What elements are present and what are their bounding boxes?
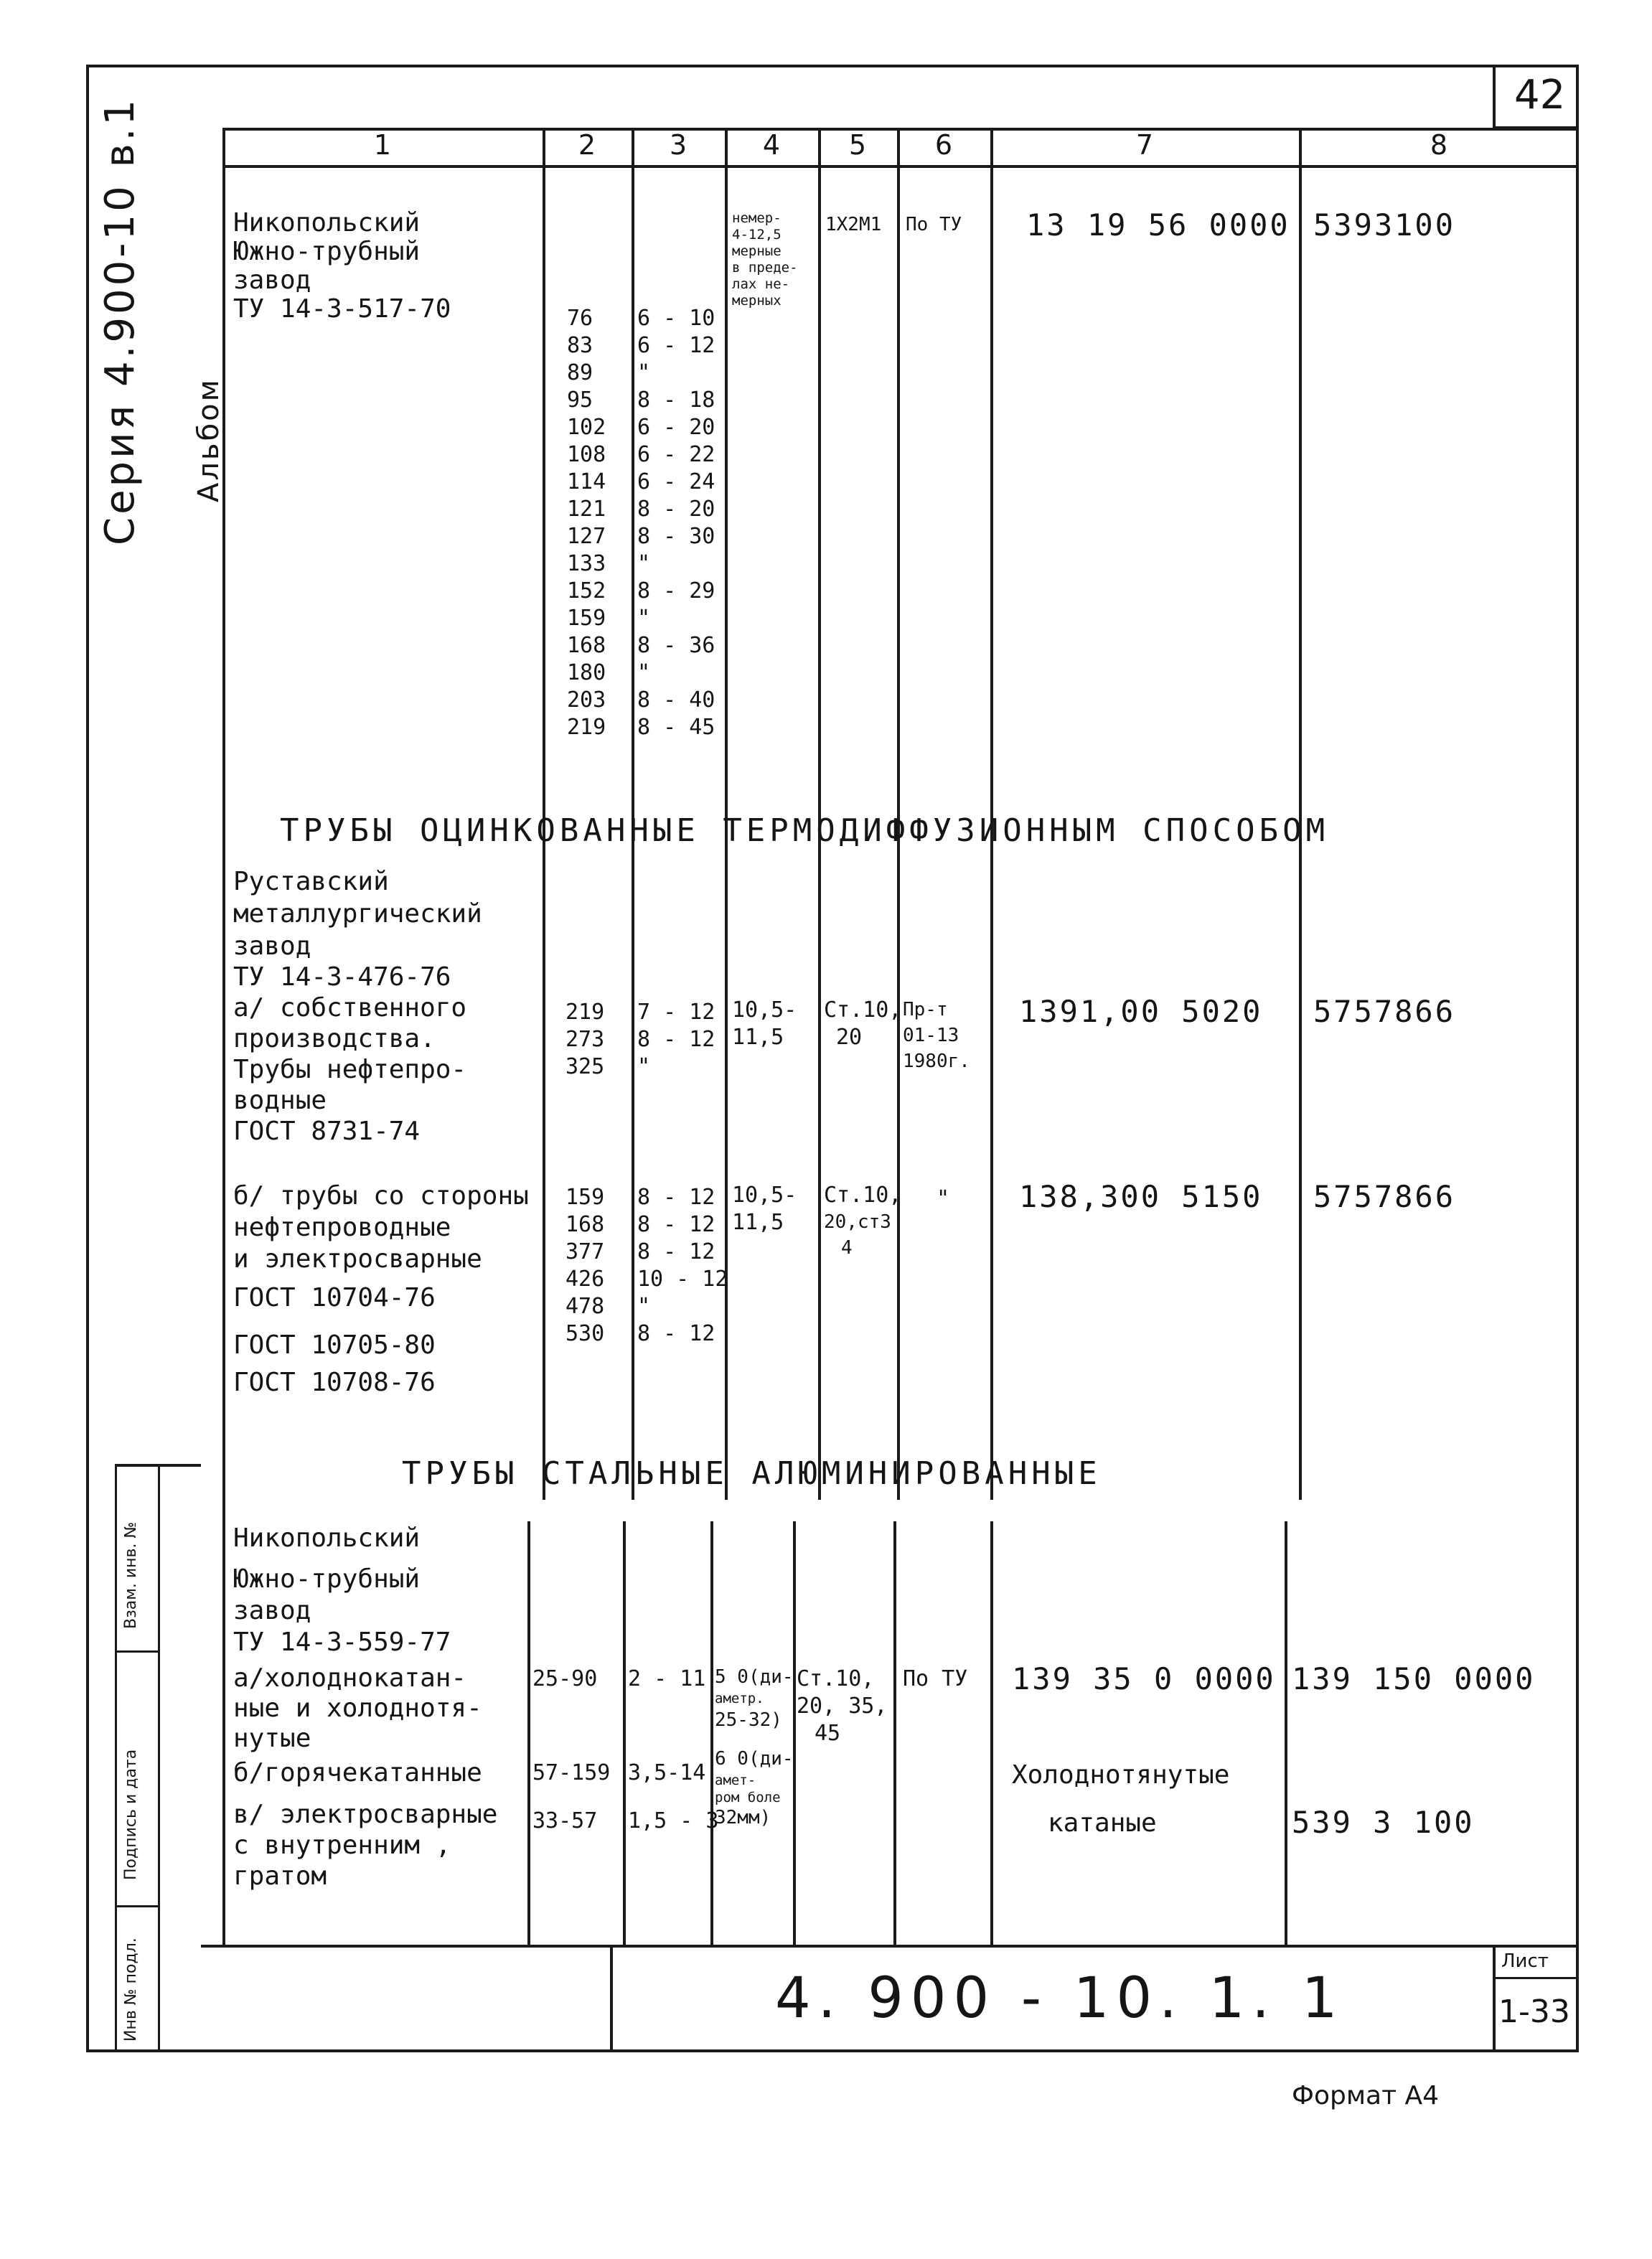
block3-wall-list bbox=[637, 1184, 728, 1348]
block3-diameter: 168 bbox=[565, 1212, 605, 1237]
block1-diameter: 121 bbox=[567, 497, 606, 522]
block1-length-line: в преде- bbox=[732, 260, 798, 276]
col-header-3: 3 bbox=[669, 129, 687, 161]
col-border-1 bbox=[222, 128, 225, 1945]
block1-length-line: мерных bbox=[732, 293, 782, 309]
block1-wall: 8 - 29 bbox=[637, 578, 715, 604]
block3-steel-line: 4 bbox=[841, 1237, 853, 1259]
series-label: Серия 4.900-10 в.1 bbox=[97, 97, 144, 545]
table-header-rule bbox=[222, 165, 1579, 168]
block2-code: 5757866 bbox=[1313, 994, 1456, 1029]
block3-name-line: и электросварные bbox=[233, 1244, 482, 1274]
block4-row-b-diameter: 57-159 bbox=[532, 1760, 611, 1785]
block4-row-a-length: 5 0(ди- bbox=[715, 1666, 794, 1688]
block2-wall: 8 - 12 bbox=[637, 1027, 715, 1052]
block1-diameter: 83 bbox=[567, 333, 593, 358]
block4-row-b-length: амет- bbox=[715, 1772, 756, 1788]
block2-diameter: 219 bbox=[565, 1000, 605, 1025]
block4-row-c-name: гратом bbox=[233, 1861, 327, 1891]
block4-row-a-length: 25-32) bbox=[715, 1709, 782, 1731]
block3-diameter-list bbox=[565, 1184, 604, 1348]
stamp-label-inv: Инв № подл. bbox=[122, 1938, 140, 2042]
block2-steel-line: 20 bbox=[836, 1025, 863, 1050]
block4-row-c-diameter: 33-57 bbox=[532, 1808, 598, 1833]
block1-wall: 6 - 10 bbox=[637, 306, 715, 331]
stamp-label-sign: Подпись и дата bbox=[122, 1749, 140, 1880]
block2-name-line: водные bbox=[233, 1086, 327, 1115]
format-label: Формат А4 bbox=[1292, 2081, 1440, 2110]
block1-diameter: 159 bbox=[567, 606, 606, 631]
block1-diameter: 89 bbox=[567, 360, 593, 385]
side-stamp-rule bbox=[115, 1905, 158, 1907]
block1-diameter-list bbox=[567, 305, 606, 741]
block4-row-b-note: Холоднотянутые bbox=[1012, 1760, 1230, 1790]
block2-diameter: 325 bbox=[565, 1054, 605, 1079]
block4-row-b-name: б/горячекатанные bbox=[233, 1758, 482, 1788]
block1-diameter: 127 bbox=[567, 524, 606, 549]
block1-length-line: 4-12,5 bbox=[732, 227, 782, 243]
block1-wall: 8 - 40 bbox=[637, 687, 715, 713]
block2-steel-line: Ст.10, bbox=[824, 997, 902, 1023]
sheet-label: Лист bbox=[1501, 1950, 1549, 1972]
block1-wall: 6 - 12 bbox=[637, 333, 715, 358]
stamp-label-replace: Взам. инв. № bbox=[122, 1521, 140, 1629]
block1-name-line: завод bbox=[233, 266, 311, 295]
block4-row-b-length: ром боле bbox=[715, 1790, 781, 1805]
block2-name-line: ГОСТ 8731-74 bbox=[233, 1117, 421, 1146]
col-header-8: 8 bbox=[1430, 129, 1448, 161]
lower-col-border-2 bbox=[527, 1521, 530, 1945]
block2-length-line: 11,5 bbox=[732, 1025, 784, 1050]
block3-diameter: 478 bbox=[565, 1294, 605, 1319]
col-header-2: 2 bbox=[578, 129, 596, 161]
col-header-6: 6 bbox=[934, 129, 953, 161]
block2-wall: 7 - 12 bbox=[637, 1000, 715, 1025]
section-title-aluminized: ТРУБЫ СТАЛЬНЫЕ АЛЮМИНИРОВАННЫЕ bbox=[402, 1455, 1102, 1492]
block4-row-c-name: с внутренним , bbox=[233, 1831, 451, 1860]
block4-row-a-code: 139 150 0000 bbox=[1292, 1661, 1536, 1696]
block3-code: 5757866 bbox=[1313, 1179, 1456, 1214]
block1-diameter: 133 bbox=[567, 551, 606, 576]
block4-row-a-wall: 2 - 11 bbox=[628, 1666, 706, 1691]
block2-wall: " bbox=[637, 1054, 651, 1079]
block1-wall: 8 - 30 bbox=[637, 524, 715, 549]
block4-row-b-wall: 3,5-14 bbox=[628, 1760, 706, 1785]
section-title-galvanized: ТРУБЫ ОЦИНКОВАННЫЕ ТЕРМОДИФФУЗИОННЫМ СПОСОБОМ bbox=[280, 812, 1330, 849]
block2-standard-line: 01-13 bbox=[903, 1025, 959, 1046]
block4-name-line: Южно-трубный bbox=[233, 1564, 421, 1594]
block4-row-c-code: 539 3 100 bbox=[1292, 1805, 1475, 1840]
document-code: 4. 900 - 10. 1. 1 bbox=[775, 1966, 1345, 2031]
block4-row-a-steel: Ст.10, bbox=[797, 1666, 875, 1691]
block1-standard: По ТУ bbox=[906, 214, 962, 235]
block1-wall-list bbox=[637, 305, 715, 741]
block1-steel: 1Х2М1 bbox=[825, 214, 882, 235]
side-stamp-divider bbox=[158, 1464, 160, 2052]
block1-wall: 6 - 24 bbox=[637, 469, 715, 494]
block3-length-line: 10,5- bbox=[732, 1183, 797, 1208]
block3-name-line: нефтепроводные bbox=[233, 1213, 451, 1242]
block1-wall: 8 - 20 bbox=[637, 497, 715, 522]
block3-diameter: 530 bbox=[565, 1321, 605, 1346]
block1-diameter: 102 bbox=[567, 415, 606, 440]
block2-length-line: 10,5- bbox=[732, 997, 797, 1023]
block1-length-line: немер- bbox=[732, 210, 782, 226]
block4-row-a-code-okp: 139 35 0 0000 bbox=[1012, 1661, 1276, 1696]
block3-wall: " bbox=[637, 1294, 651, 1319]
block1-wall: 8 - 36 bbox=[637, 633, 715, 658]
sheet-box-divider bbox=[1493, 1977, 1579, 1979]
block3-diameter: 426 bbox=[565, 1267, 605, 1292]
block3-diameter: 159 bbox=[565, 1185, 605, 1210]
page-number: 42 bbox=[1514, 72, 1566, 118]
block3-steel-line: Ст.10, bbox=[824, 1183, 902, 1208]
col-header-1: 1 bbox=[373, 129, 392, 161]
block4-row-a-name: ные и холоднотя- bbox=[233, 1694, 482, 1723]
col-header-4: 4 bbox=[762, 129, 781, 161]
block3-standard: " bbox=[937, 1186, 950, 1211]
block2-name-line: Руставский bbox=[233, 867, 389, 896]
block4-row-b-length: 32мм) bbox=[715, 1807, 771, 1828]
block4-row-a-standard: По ТУ bbox=[903, 1666, 968, 1691]
block2-name-line: производства. bbox=[233, 1024, 436, 1053]
block1-wall: 8 - 18 bbox=[637, 388, 715, 413]
block3-wall: 10 - 12 bbox=[637, 1267, 728, 1292]
block3-name-line: ГОСТ 10705-80 bbox=[233, 1330, 436, 1360]
block1-name-line: ТУ 14-3-517-70 bbox=[233, 294, 451, 324]
block4-row-c-wall: 1,5 - 3 bbox=[628, 1808, 719, 1833]
block3-name-line: ГОСТ 10708-76 bbox=[233, 1368, 436, 1397]
lower-col-border-3 bbox=[623, 1521, 626, 1945]
block1-diameter: 203 bbox=[567, 687, 606, 713]
block1-diameter: 76 bbox=[567, 306, 593, 331]
block1-code-okp: 13 19 56 0000 bbox=[1026, 207, 1290, 243]
block4-row-a-steel: 20, 35, bbox=[797, 1694, 888, 1719]
block1-diameter: 180 bbox=[567, 660, 606, 685]
block3-name-line: б/ трубы со стороны bbox=[233, 1181, 529, 1211]
block1-name-line: Никопольский bbox=[233, 208, 421, 238]
block2-name-line: Трубы нефтепро- bbox=[233, 1055, 467, 1084]
side-stamp-rule bbox=[115, 1650, 158, 1653]
block1-diameter: 114 bbox=[567, 469, 606, 494]
lower-col-border-8 bbox=[1285, 1521, 1287, 1945]
block1-diameter: 152 bbox=[567, 578, 606, 604]
block3-wall: 8 - 12 bbox=[637, 1212, 715, 1237]
block1-diameter: 108 bbox=[567, 442, 606, 467]
block1-name-line: Южно-трубный bbox=[233, 237, 421, 266]
block4-row-a-length: аметр. bbox=[715, 1691, 764, 1706]
block3-wall: 8 - 12 bbox=[637, 1185, 715, 1210]
sheet-number: 1-33 bbox=[1498, 1993, 1570, 2030]
block1-length-line: лах не- bbox=[732, 276, 790, 292]
block2-diameter-list bbox=[565, 999, 604, 1081]
lower-col-border-7 bbox=[990, 1521, 993, 1945]
block2-diameter: 273 bbox=[565, 1027, 605, 1052]
block2-name-line: металлургический bbox=[233, 899, 482, 929]
block1-length-line: мерные bbox=[732, 243, 782, 259]
block2-name-line: а/ собственного bbox=[233, 993, 467, 1023]
block4-row-b-length: 6 0(ди- bbox=[715, 1748, 794, 1770]
block2-wall-list bbox=[637, 999, 715, 1081]
block4-row-a-name: а/холоднокатан- bbox=[233, 1663, 467, 1693]
block1-wall: 8 - 45 bbox=[637, 715, 715, 740]
block1-wall: " bbox=[637, 551, 651, 576]
album-label: Альбом bbox=[192, 377, 225, 502]
block3-wall: 8 - 12 bbox=[637, 1321, 715, 1346]
block1-wall: " bbox=[637, 360, 651, 385]
block4-row-a-diameter: 25-90 bbox=[532, 1666, 598, 1691]
block1-diameter: 95 bbox=[567, 388, 593, 413]
block3-code-okp: 138,300 5150 bbox=[1019, 1179, 1263, 1214]
block2-name-line: завод bbox=[233, 931, 311, 961]
lower-col-border-6 bbox=[893, 1521, 896, 1945]
block1-wall: " bbox=[637, 606, 651, 631]
block2-standard-line: 1980г. bbox=[903, 1051, 970, 1072]
block1-code: 5393100 bbox=[1313, 207, 1456, 243]
block1-diameter: 219 bbox=[567, 715, 606, 740]
block1-diameter: 168 bbox=[567, 633, 606, 658]
block2-standard-line: Пр-т bbox=[903, 999, 948, 1020]
block3-length-line: 11,5 bbox=[732, 1210, 784, 1235]
block4-name-line: ТУ 14-3-559-77 bbox=[233, 1628, 451, 1657]
block1-wall: 6 - 22 bbox=[637, 442, 715, 467]
block4-row-a-name: нутые bbox=[233, 1724, 311, 1753]
lower-col-border-4 bbox=[710, 1521, 713, 1945]
lower-col-border-5 bbox=[793, 1521, 796, 1945]
block2-name-line: ТУ 14-3-476-76 bbox=[233, 962, 451, 992]
block4-row-c-name: в/ электросварные bbox=[233, 1800, 498, 1829]
block2-code-okp: 1391,00 5020 bbox=[1019, 994, 1263, 1029]
block1-wall: 6 - 20 bbox=[637, 415, 715, 440]
block4-name-line: завод bbox=[233, 1596, 311, 1625]
block4-row-c-note: катаные bbox=[1048, 1808, 1157, 1838]
block3-steel-line: 20,ст3 bbox=[824, 1211, 891, 1233]
block3-name-line: ГОСТ 10704-76 bbox=[233, 1283, 436, 1312]
block3-diameter: 377 bbox=[565, 1239, 605, 1264]
block4-name-line: Никопольский bbox=[233, 1523, 421, 1553]
block1-wall: " bbox=[637, 660, 651, 685]
block3-wall: 8 - 12 bbox=[637, 1239, 715, 1264]
block4-row-a-steel: 45 bbox=[815, 1721, 841, 1746]
col-header-7: 7 bbox=[1135, 129, 1154, 161]
col-header-5: 5 bbox=[848, 129, 867, 161]
